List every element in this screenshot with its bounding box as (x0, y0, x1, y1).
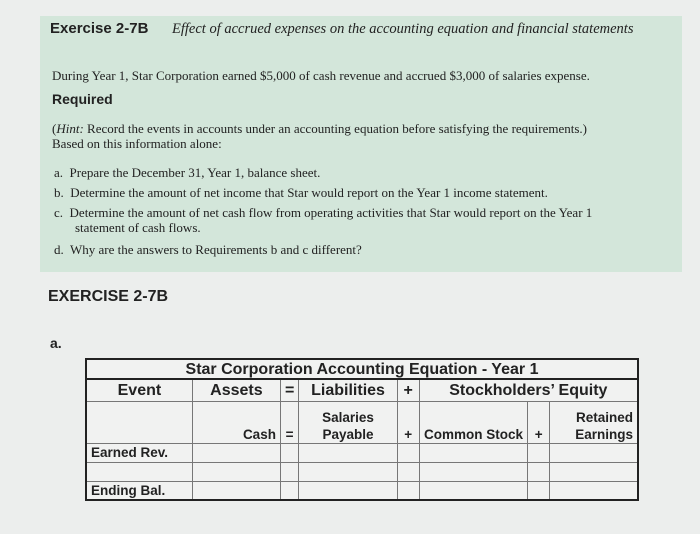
subheader-retained-earnings: Retained Earnings (550, 401, 638, 443)
exercise-label: Exercise 2-7B (50, 20, 149, 37)
plus-cell (397, 443, 419, 462)
row-label: Ending Bal. (86, 481, 192, 500)
accounting-equation-table (85, 358, 639, 501)
eq-cell (280, 481, 298, 500)
blank-cell (86, 401, 192, 443)
exercise-title: Effect of accrued expenses on the accounting equation and financial statements (172, 21, 634, 37)
subheader-common-stock: Common Stock (419, 401, 528, 443)
row-label[interactable] (86, 462, 192, 481)
requirement-b: b. Determine the amount of net income that Star would report on the Year 1 income statement. (54, 185, 548, 200)
row-label: Earned Rev. (86, 443, 192, 462)
requirement-d: d. Why are the answers to Requirements b and c different? (54, 242, 362, 257)
table-row (86, 443, 638, 462)
salaries-payable-input[interactable] (299, 481, 397, 500)
cash-input[interactable] (192, 443, 280, 462)
table-title: Star Corporation Accounting Equation - Year 1 (86, 359, 638, 379)
header-event: Event (86, 379, 192, 401)
plus-cell (397, 481, 419, 500)
cash-input[interactable] (192, 462, 280, 481)
intro-text: During Year 1, Star Corporation earned $5,000 of cash revenue and accrued $3,000 of salaries expense. (52, 68, 590, 83)
plus-sign: + (397, 401, 419, 443)
salaries-payable-input[interactable] (299, 462, 397, 481)
common-stock-input[interactable] (419, 462, 528, 481)
eq-cell (280, 462, 298, 481)
plus-sign: + (528, 401, 550, 443)
plus-cell (397, 462, 419, 481)
header-equity: Stockholders’ Equity (419, 379, 638, 401)
hint-text: (Hint: Record the events in accounts under an accounting equation before satisfying the requirements.) (52, 121, 588, 136)
plus-cell (528, 481, 550, 500)
header-liabilities: Liabilities (299, 379, 397, 401)
equals-sign: = (280, 401, 298, 443)
table-row (86, 481, 638, 500)
based-text: Based on this information alone: (52, 136, 222, 151)
common-stock-input[interactable] (419, 443, 528, 462)
cash-input[interactable] (192, 481, 280, 500)
plus-cell (528, 462, 550, 481)
plus-sign: + (397, 379, 419, 401)
subheader-salaries-payable: Salaries Payable (299, 401, 397, 443)
required-heading: Required (52, 91, 113, 107)
requirement-c: c. Determine the amount of net cash flow from operating activities that Star would report on the Year 1 statement of cash flows. (54, 205, 593, 235)
subheader-cash: Cash (192, 401, 280, 443)
common-stock-input[interactable] (419, 481, 528, 500)
eq-cell (280, 443, 298, 462)
retained-earnings-input[interactable] (550, 462, 638, 481)
retained-earnings-input[interactable] (550, 443, 638, 462)
section-heading: EXERCISE 2-7B (48, 288, 169, 305)
equals-sign: = (280, 379, 298, 401)
requirement-a: a. Prepare the December 31, Year 1, balance sheet. (54, 165, 321, 180)
header-assets: Assets (192, 379, 280, 401)
salaries-payable-input[interactable] (299, 443, 397, 462)
retained-earnings-input[interactable] (550, 481, 638, 500)
plus-cell (528, 443, 550, 462)
part-label: a. (50, 335, 62, 351)
table-row (86, 462, 638, 481)
